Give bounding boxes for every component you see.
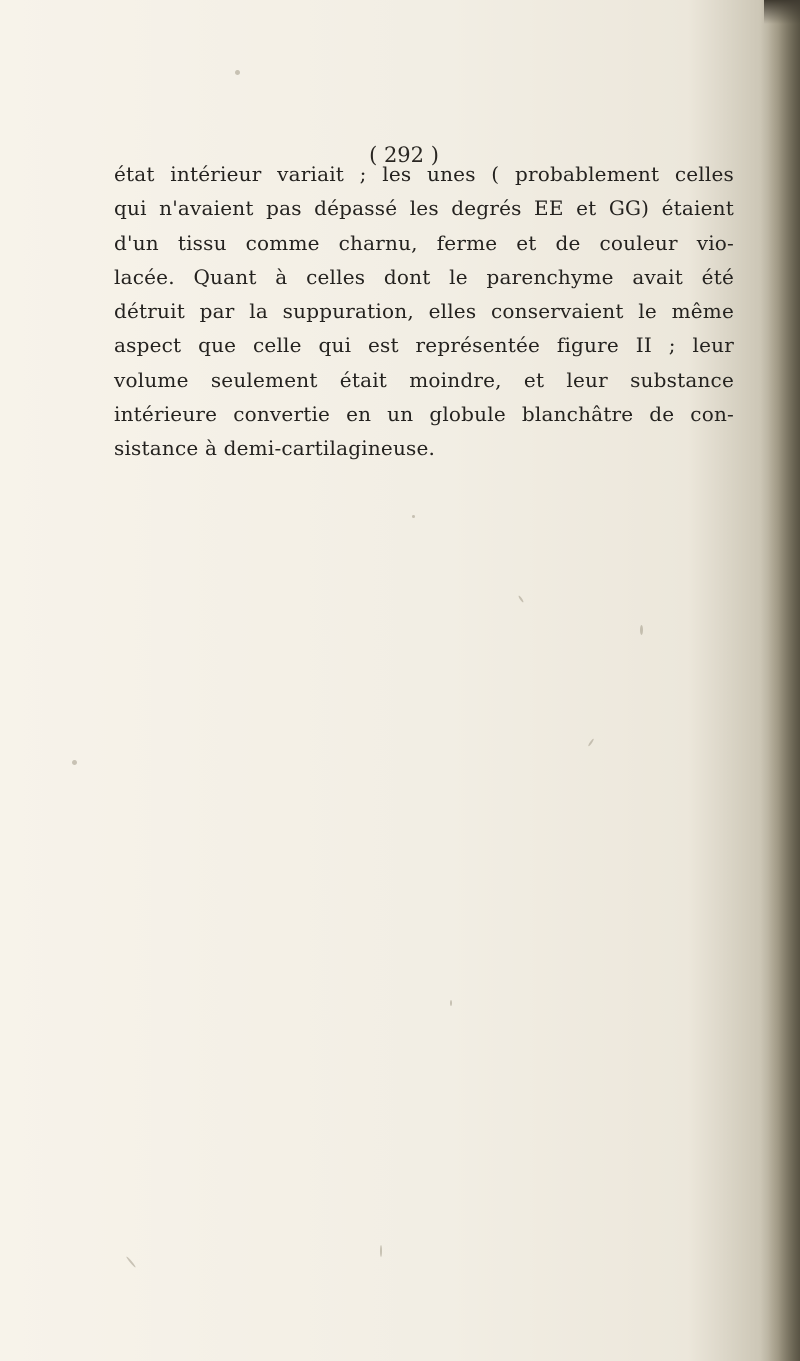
text-line: intérieure convertie en un globule blanchâtre de con- bbox=[114, 402, 734, 427]
paper-speck bbox=[450, 1000, 452, 1006]
text-line: détruit par la suppuration, elles conservaient le même bbox=[114, 299, 734, 324]
page-spine-shadow bbox=[760, 0, 800, 1361]
page-number: ( 292 ) bbox=[369, 143, 439, 167]
paper-speck bbox=[588, 738, 595, 747]
paper-speck bbox=[126, 1256, 137, 1268]
body-text bbox=[114, 157, 734, 466]
text-line: aspect que celle qui est représentée figure II ; leur bbox=[114, 333, 734, 358]
paper-speck bbox=[235, 70, 240, 75]
text-line: état intérieur variait ; les unes ( probablement celles bbox=[114, 162, 734, 186]
page-corner-shadow bbox=[764, 0, 800, 24]
paper-speck bbox=[412, 515, 415, 518]
paper-speck bbox=[380, 1245, 382, 1257]
paper-speck bbox=[518, 595, 524, 603]
text-line: lacée. Quant à celles dont le parenchyme avait été bbox=[114, 264, 734, 289]
paper-speck bbox=[640, 625, 643, 635]
text-line: sistance à demi-cartilagineuse. bbox=[114, 436, 436, 461]
text-line: d'un tissu comme charnu, ferme et de couleur vio- bbox=[114, 230, 734, 255]
text-line: qui n'avaient pas dépassé les degrés EE et GG) étaient bbox=[114, 196, 734, 221]
paper-speck bbox=[72, 760, 77, 765]
text-line: volume seulement était moindre, et leur substance bbox=[114, 367, 734, 392]
